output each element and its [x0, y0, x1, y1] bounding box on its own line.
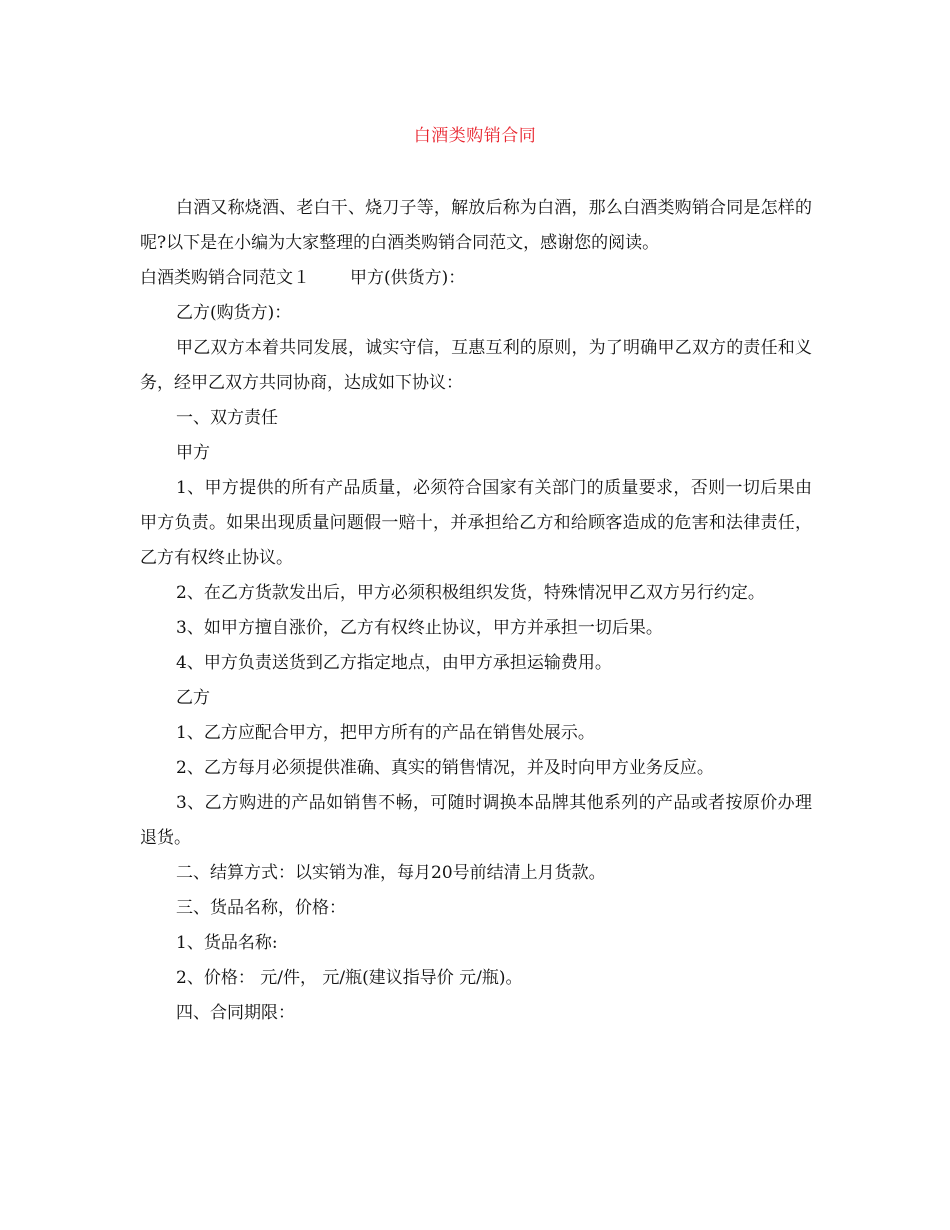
intro-paragraph: 白酒又称烧酒、老白干、烧刀子等，解放后称为白酒，那么白酒类购销合同是怎样的呢?以下是在小编为大家整理的白酒类购销合同范文，感谢您的阅读。: [140, 198, 812, 253]
document-title: 白酒类购销合同: [413, 126, 537, 146]
document-body: [140, 191, 812, 1031]
section-heading: 一、双方责任: [176, 408, 278, 428]
section-heading: 三、货品名称，价格：: [176, 898, 346, 918]
clause-paragraph: 2、在乙方货款发出后，甲方必须积极组织发货，特殊情况甲乙双方另行约定。: [176, 583, 765, 603]
sample-heading-line: [140, 261, 812, 296]
sample-heading: 白酒类购销合同范文１: [140, 268, 310, 288]
goods-price-line: 2、价格： 元/件， 元/瓶(建议指导价 元/瓶)。: [176, 968, 523, 988]
party-b-field: 乙方(购货方)：: [176, 303, 292, 323]
party-a-field: 甲方(供货方)：: [350, 268, 466, 288]
settlement-paragraph: 二、结算方式：以实销为准，每月20号前结清上月货款。: [176, 863, 606, 883]
party-b-label: 乙方: [176, 688, 210, 708]
clause-paragraph: 1、甲方提供的所有产品质量，必须符合国家有关部门的质量要求，否则一切后果由甲方负责。如果出现质量问题假一赔十，并承担给乙方和给顾客造成的危害和法律责任，乙方有权终止协议。: [140, 478, 812, 568]
party-a-label: 甲方: [176, 443, 210, 463]
clause-paragraph: 3、乙方购进的产品如销售不畅，可随时调换本品牌其他系列的产品或者按原价办理退货。: [140, 793, 812, 848]
goods-name-line: 1、货品名称:: [176, 933, 278, 953]
clause-paragraph: 1、乙方应配合甲方，把甲方所有的产品在销售处展示。: [176, 723, 595, 743]
clause-paragraph: 3、如甲方擅自涨价，乙方有权终止协议，甲方并承担一切后果。: [176, 618, 663, 638]
clause-paragraph: 2、乙方每月必须提供准确、真实的销售情况，并及时向甲方业务反应。: [176, 758, 714, 778]
section-heading: 四、合同期限：: [176, 1003, 295, 1023]
clause-paragraph: 4、甲方负责送货到乙方指定地点，由甲方承担运输费用。: [176, 653, 612, 673]
preamble-paragraph: 甲乙双方本着共同发展，诚实守信，互惠互利的原则，为了明确甲乙双方的责任和义务，经甲乙双方共同协商，达成如下协议：: [140, 338, 812, 393]
